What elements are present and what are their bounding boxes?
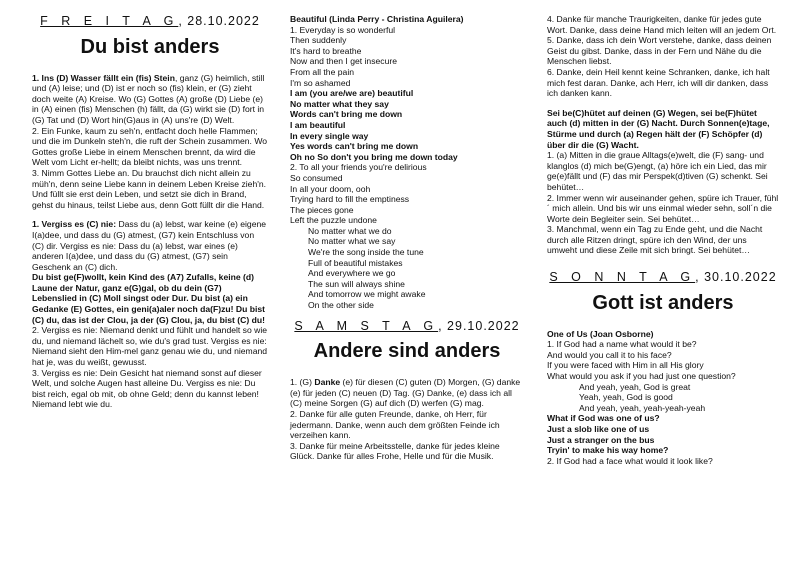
song-du-bist-anders-verse-2: 2. Ein Funke, kaum zu seh'n, entfacht doch helle Flammen; und die im Dunkeln steh'n, die ruft der Schein zusammen. Wo Gottes große Liebe in einem Menschen brennt, da wird die Welt vom Licht er-hellt; da bleibt nichts, was uns trennt. xyxy=(32,125,268,168)
song-du-bist-anders-verse-3: 3. Nimm Gottes Liebe an. Du brauchst dich nicht allein zu müh'n, denn seine Liebe kann in deinem Leben Kreise zieh'n. Und füllt sie erst dein Leben, und setzt sie dich in Brand, gehst du hinaus, teilst Liebe aus, denn Gott füllt dir die Hand. xyxy=(32,167,267,210)
lyric-line: Full of beautiful mistakes xyxy=(308,257,403,268)
section-title: Andere sind anders xyxy=(313,340,501,363)
song-sei-behuetet-verse-3: 3. Manchmal, wenn ein Tag zu Ende geht, und die Nacht durch alle Ritzen dringt, spüre ich den Wind, der uns umweht und diese Zeile mit sich bringt. Sei behütet… xyxy=(547,224,763,256)
verse-lead: 1. Ins (D) Wasser fällt ein (fis) Stein xyxy=(32,72,175,83)
section-title: Du bist anders xyxy=(80,35,220,58)
lyric-line: I am (you are/we are) beautiful xyxy=(290,88,414,99)
column-friday xyxy=(32,14,268,410)
song-vergiss-es-nie-verse-1 xyxy=(32,219,268,272)
lyric-line: So consumed xyxy=(290,172,343,183)
song-vergiss-es-nie-chorus: Du bist ge(F)wollt, kein Kind des (A7) Zufalls, keine (d) Laune der Natur, ganz e(G)gal, ob du dein (G7) Lebenslied in (C) Moll singst oder Dur. Du bist (a) ein Gedanke (E) Gottes, ein geni(a)aler noch da(F)zu! Du bist (C) du, das ist der Clou, ja der (G) Clou, ja, du bist (C) du! xyxy=(32,272,266,325)
verse-lead: 1. Vergiss es (C) nie: xyxy=(32,219,117,230)
song-du-bist-anders-verse-1 xyxy=(32,73,268,126)
song-one-of-us xyxy=(547,329,779,467)
lyric-line: The pieces gone xyxy=(290,204,354,215)
lyric-line: No matter what they say xyxy=(290,98,389,109)
day-date: , 29.10.2022 xyxy=(438,318,520,333)
lyric-line: 1. If God had a name what would it be? xyxy=(547,339,697,350)
lyric-line: 2. If God had a face what would it look like? xyxy=(547,455,713,466)
day-heading-saturday xyxy=(290,318,524,333)
lyric-line: And tomorrow we might awake xyxy=(308,289,426,300)
lyric-line: What would you ask if you had just one question? xyxy=(547,371,736,382)
lyric-line: Words can't bring me down xyxy=(290,109,403,120)
song-danke-verse-5: 5. Danke, dass ich dein Wort verstehe, danke, dass deinen Geist du gibst. Danke, dass in der Fern und Nähe du die Menschen liebst. xyxy=(547,35,772,67)
day-name: F R E I T A G xyxy=(40,14,179,28)
song-sei-behuetet-chorus: Sei be(C)hütet auf deinen (G) Wegen, sei be(F)hütet auch (d) mitten in der (G) Nacht. Durch Sonnen(e)tage, Stürme und durch (a) Regen hält der (F) Schöpfer (d) über dir die (G) Wacht. xyxy=(547,107,770,150)
lyric-line: Then suddenly xyxy=(290,35,347,46)
song-danke-verse-4: 4. Danke für manche Traurigkeiten, danke für jedes gute Wort. Danke, dass deine Hand mich leiten will an jedem Ort. xyxy=(547,14,777,35)
song-sei-behuetet-verse-2: 2. Immer wenn wir auseinander gehen, spüre ich Trauer, fühl´ mich allein. Und bis wir uns einmal wieder sehn, soll´n die Worte dein Begleiter sein. Sei behütet… xyxy=(547,192,779,224)
lyric-line: The sun will always shine xyxy=(308,278,405,289)
lyric-line: We're the song inside the tune xyxy=(308,247,424,258)
day-name: S A M S T A G xyxy=(294,318,439,333)
lyric-line: 1. Everyday is so wonderful xyxy=(290,24,396,35)
song-danke-verse-6: 6. Danke, dein Heil kennt keine Schranken, danke, ich halt mich fest daran. Danke, ach Herr, ich will dir danken, dass ich danken kann. xyxy=(547,66,770,99)
lyric-line: No matter what we do xyxy=(308,225,392,236)
lyric-line: From all the pain xyxy=(290,66,355,77)
lyric-line: And yeah, yeah, God is great xyxy=(579,381,691,392)
lyric-line: If you were faced with Him in all His glory xyxy=(547,360,704,371)
lyric-line: And yeah, yeah, yeah-yeah-yeah xyxy=(579,402,706,413)
song-danke-verse-3: 3. Danke für meine Arbeitsstelle, danke für jedes kleine Glück. Danke für alles Frohe, Helle und für die Musik. xyxy=(290,440,500,462)
song-title: One of Us (Joan Osborne) xyxy=(547,328,654,339)
lyric-line: Trying hard to fill the emptiness xyxy=(290,194,410,205)
lyric-line: What if God was one of us? xyxy=(547,413,660,424)
song-sei-behuetet-verse-1: 1. (a) Mitten in die graue Alltags(e)welt, die (F) sang- und klanglos (d) mich be(G)engt, (a) höre ich ein Lied, das mir ge(e)fällt und (F) das mir Perspek(d)tiven (G) schenkt. Sei behütet… xyxy=(547,150,768,192)
song-vergiss-es-nie-verse-2: 2. Vergiss es nie: Niemand denkt und fühlt und handelt so wie du, und niemand lächelt so, wie du's grad tust. Vergiss es nie: Niemand sieht den Him-mel ganz genau wie du, und niemand hat je, was du weißt, gewusst. xyxy=(32,325,268,368)
column-saturday xyxy=(290,14,524,462)
song-danke-verse-1 xyxy=(290,377,524,409)
lyric-line: On the other side xyxy=(308,300,374,311)
day-heading-friday xyxy=(32,16,268,27)
day-date: , 28.10.2022 xyxy=(178,14,260,28)
lyric-line: Yes words can't bring me down xyxy=(290,141,419,152)
day-date: , 30.10.2022 xyxy=(695,270,777,285)
lyric-line: Just a slob like one of us xyxy=(547,424,650,434)
song-beautiful xyxy=(290,14,524,311)
lyric-line: No matter what we say xyxy=(308,236,396,247)
lyric-line: I'm so ashamed xyxy=(290,77,351,88)
lyric-line: It's hard to breathe xyxy=(290,45,362,56)
verse-text: , ganz (G) heimlich, still und (A) leise; und (D) ist er noch so (fis) klein, er (G) zieht doch weite (A) Kreise. Wo (G) Gottes (A) große (D) Liebe (e) in (A) einen (fis) Menschen (h) fällt, da (G) wirkt sie (D) fort in (G) Tat und (D) Wort hin(G)aus in (A) uns're (D) Welt. xyxy=(32,72,265,125)
lyric-line: And would you call it to his face? xyxy=(547,349,672,360)
lyric-line: And everywhere we go xyxy=(308,268,396,279)
lyric-line: Left the puzzle undone xyxy=(290,215,377,226)
verse-text: (e) für diesen (C) guten (D) Morgen, (G) danke (e) für jeden (C) neuen (D) Tag. (G) Danke, (e) dass ich all (C) meine Sorgen (G) auf dich (D) werfen (G) mag. xyxy=(290,377,521,409)
lyric-line: Oh no So don't you bring me down today xyxy=(290,151,458,162)
section-title: Gott ist anders xyxy=(592,291,734,314)
verse-text: Dass du (a) lebst, war keine (e) eigene I(a)dee, und dass du (G) atmest, (G7) kein Entschluss von (C) dir. Vergiss es nie: Dass du (a) lebst, war eines (e) anderen I(a)dee, und dass du (G) atmest, (G7) sein Geschenk an (C) dich. xyxy=(32,219,267,272)
lyric-line: 2. To all your friends you're delirious xyxy=(290,162,427,173)
lyric-line: Just a stranger on the bus xyxy=(547,434,655,445)
song-vergiss-es-nie-verse-3: 3. Vergiss es nie: Dein Gesicht hat niemand sonst auf dieser Welt, und solche Augen hast alleine Du. Vergiss es nie: Du bist reich, egal ob mit, ob ohne Geld; denn du kannst leben! Niemand lebt wie du. xyxy=(32,367,262,410)
day-heading-sunday xyxy=(547,272,779,283)
lyric-line: Tryin' to make his way home? xyxy=(547,445,669,456)
verse-keyword: Danke xyxy=(314,377,341,388)
lyric-line: Now and then I get insecure xyxy=(290,56,398,67)
lyric-line: I am beautiful xyxy=(290,119,346,130)
column-sunday xyxy=(547,14,779,466)
song-danke-verse-2: 2. Danke für alle guten Freunde, danke, oh Herr, für jedermann. Danke, wenn auch dem größten Feinde ich verzeihen kann. xyxy=(290,409,500,441)
verse-text: 1. (G) xyxy=(290,377,315,388)
song-title: Beautiful (Linda Perry - Christina Aguilera) xyxy=(290,14,464,24)
lyric-line: In all your doom, ooh xyxy=(290,183,371,194)
lyric-line: Yeah, yeah, God is good xyxy=(579,392,673,403)
lyric-line: In every single way xyxy=(290,130,369,141)
day-name: S O N N T A G xyxy=(549,270,696,285)
